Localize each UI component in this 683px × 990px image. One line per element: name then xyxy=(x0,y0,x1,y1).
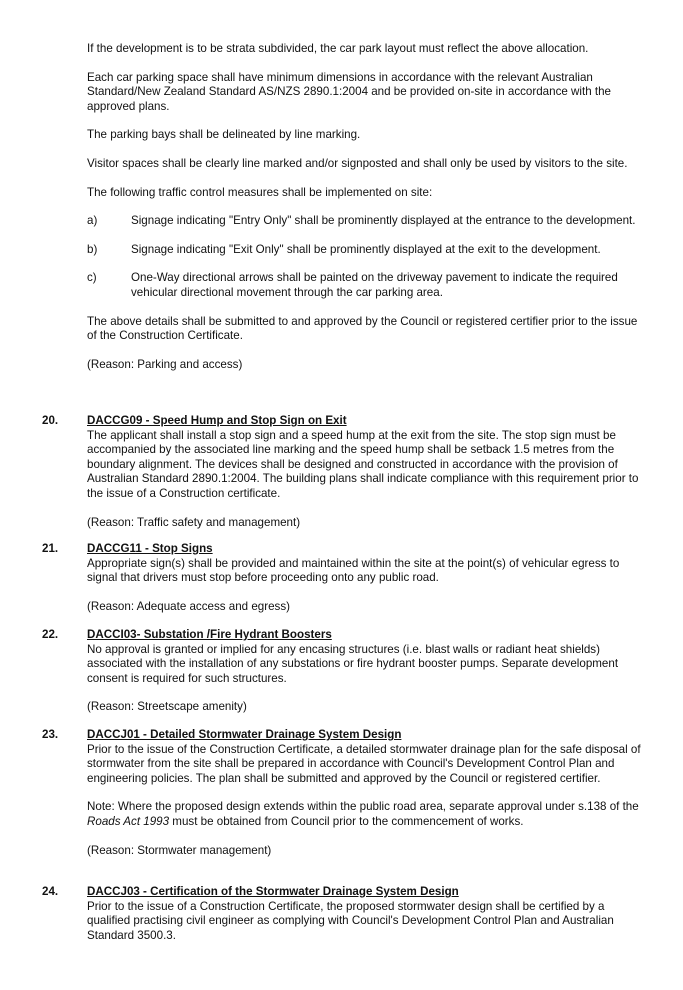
condition-21 xyxy=(42,542,647,628)
list-item xyxy=(87,271,647,300)
condition-number: 20. xyxy=(42,414,59,427)
paragraph: The following traffic control measures shall be implemented on site: xyxy=(87,185,433,199)
list-text: Signage indicating "Exit Only" shall be prominently displayed at the exit to the development. xyxy=(131,242,601,256)
paragraph: Visitor spaces shall be clearly line marked and/or signposted and shall only be used by visitors to the site. xyxy=(87,156,628,170)
condition-body: Prior to the issue of the Construction Certificate, a detailed stormwater drainage plan for the safe disposal of stormwater from the site shall be prepared in accordance with Council's Development Control Plan and engineering policies. The plan shall be submitted and approved by the Council or registered certifier. xyxy=(87,742,641,785)
condition-number: 24. xyxy=(42,885,59,898)
condition-23 xyxy=(42,728,647,872)
note-suffix: must be obtained from Council prior to the commencement of works. xyxy=(169,814,524,828)
condition-24 xyxy=(42,885,647,957)
reason-text: (Reason: Parking and access) xyxy=(87,357,243,371)
list-marker: c) xyxy=(87,271,97,285)
reason-text: (Reason: Streetscape amenity) xyxy=(87,700,247,714)
reason-text: (Reason: Stormwater management) xyxy=(87,843,272,857)
condition-number: 23. xyxy=(42,728,59,741)
condition-title: DACCI03- Substation /Fire Hydrant Boosters xyxy=(87,628,332,641)
list-text: One-Way directional arrows shall be painted on the driveway pavement to indicate the required vehicular directional movement through the car parking area. xyxy=(131,271,618,299)
condition-body: No approval is granted or implied for any encasing structures (i.e. blast walls or radiant heat shields) associated with the installation of any substations or fire hydrant booster pumps. Separate development consent is required for such structures. xyxy=(87,642,619,685)
paragraph: Each car parking space shall have minimum dimensions in accordance with the relevant Australian Standard/New Zealand Standard AS/NZS 2890.1:2004 and be provided on-site in accordance with the approved plans. xyxy=(87,70,611,113)
condition-title: DACCJ01 - Detailed Stormwater Drainage System Design xyxy=(87,728,402,741)
condition-title: DACCJ03 - Certification of the Stormwater Drainage System Design xyxy=(87,885,459,898)
list-marker: a) xyxy=(87,214,98,228)
paragraph: The above details shall be submitted to and approved by the Council or registered certifier prior to the issue of the Construction Certificate. xyxy=(87,314,638,343)
condition-title: DACCG11 - Stop Signs xyxy=(87,542,213,555)
condition-number: 22. xyxy=(42,628,59,641)
condition-title: DACCG09 - Speed Hump and Stop Sign on Exit xyxy=(87,414,347,427)
traffic-measures-list xyxy=(87,214,647,300)
condition-20 xyxy=(42,414,647,544)
condition-number: 21. xyxy=(42,542,59,555)
reason-text: (Reason: Adequate access and egress) xyxy=(87,599,291,613)
list-item xyxy=(87,243,647,258)
list-text: Signage indicating "Entry Only" shall be prominently displayed at the entrance to the development. xyxy=(131,214,636,228)
intro-section xyxy=(87,42,647,386)
note-text xyxy=(87,800,642,829)
note-prefix: Note: Where the proposed design extends within the public road area, separate approval under s.138 of the xyxy=(87,800,639,814)
list-marker: b) xyxy=(87,242,98,256)
paragraph: If the development is to be strata subdivided, the car park layout must reflect the above allocation. xyxy=(87,42,589,55)
condition-body: Prior to the issue of a Construction Certificate, the proposed stormwater design shall be certified by a qualified practising civil engineer as complying with Council's Development Control Plan and Australian Standard 3500.3. xyxy=(87,899,614,942)
paragraph: The parking bays shall be delineated by line marking. xyxy=(87,128,361,142)
condition-body: The applicant shall install a stop sign and a speed hump at the exit from the site. The stop sign must be accompanied by the associated line marking and the speed hump shall be setback 1.5 metres from the boundary alignment. The devices shall be designed and constructed in accordance with the provision of Australian Standard 2890.1:2004. The building plans shall indicate compliance with this requirement prior to the issue of a Construction certificate. xyxy=(87,428,639,500)
list-item xyxy=(87,214,647,229)
condition-body: Appropriate sign(s) shall be provided and maintained within the site at the point(s) of vehicular egress to signal that drivers must stop before proceeding onto any public road. xyxy=(87,556,620,585)
reason-text: (Reason: Traffic safety and management) xyxy=(87,515,301,529)
act-name: Roads Act 1993 xyxy=(87,814,170,828)
condition-22 xyxy=(42,628,647,729)
